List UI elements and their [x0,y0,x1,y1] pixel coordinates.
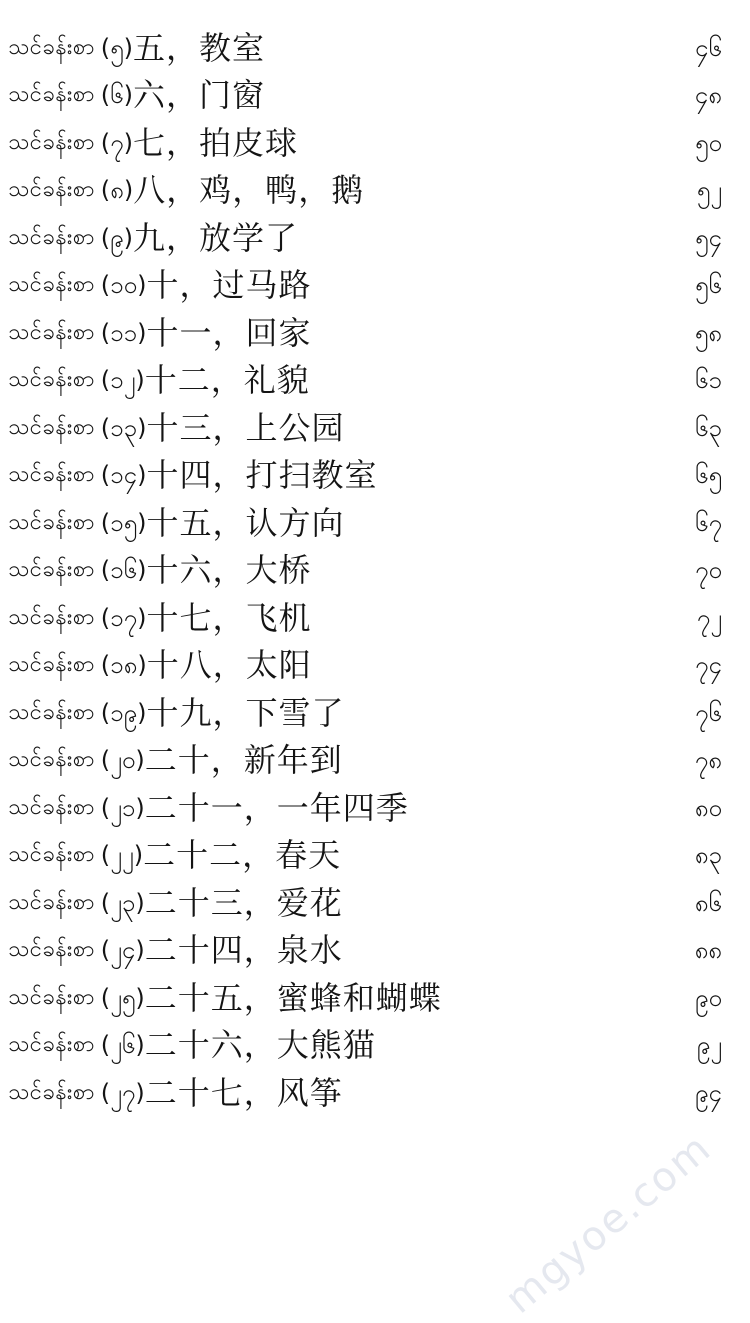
page-number: ၄၈ [694,81,722,110]
lesson-title: 十二，礼貌 [144,361,310,400]
lesson-label: သင်ခန်းစာ [8,1079,95,1105]
toc-row [0,262,750,310]
toc-row [0,1022,750,1070]
lesson-title: 二十五，蜜蜂和蝴蝶 [144,978,442,1017]
toc-row [0,309,750,357]
toc-row [0,214,750,262]
lesson-title: 二十三，爱花 [144,883,343,922]
lesson-label: သင်ခန်းစာ [8,747,95,773]
page-number: ၈၈ [694,936,722,965]
lesson-number: (၂၄) [100,936,145,965]
toc-row [0,452,750,500]
lesson-title: 十六，大桥 [146,551,312,590]
lesson-number: (၈) [100,176,134,205]
page-number: ၆၁ [695,366,722,395]
lesson-number: (၁၆) [100,556,147,585]
lesson-label: သင်ခန်းစာ [8,34,95,60]
lesson-title: 二十四，泉水 [144,931,343,970]
page-number: ၄၆ [695,33,722,62]
lesson-title: 二十，新年到 [144,741,343,780]
toc-row [0,1069,750,1117]
lesson-number: (၂၁) [100,793,145,822]
lesson-number: (၁၀) [100,271,147,300]
lesson-title: 十七，飞机 [146,598,312,637]
lesson-title: 二十二，春天 [143,836,342,875]
toc-row [0,24,750,72]
lesson-label: သင်ခန်းစာ [8,367,95,393]
page-number: ၇၆ [695,698,722,727]
lesson-label: သင်ခန်းစာ [8,889,95,915]
lesson-title: 十九，下雪了 [146,693,345,732]
lesson-title: 五，教室 [132,28,265,67]
lesson-label: သင်ခန်းစာ [8,272,95,298]
lesson-title: 十一，回家 [146,313,312,352]
page-number: ၈၆ [694,888,722,917]
lesson-label: သင်ခန်းစာ [8,509,95,535]
lesson-number: (၂၇) [100,1078,145,1107]
page-number: ၉၄ [695,1078,722,1107]
lesson-number: (၁၂) [100,366,145,395]
lesson-number: (၆) [100,81,133,110]
page-number: ၈၃ [694,841,722,870]
toc-row [0,879,750,927]
lesson-number: (၁၄) [100,461,147,490]
lesson-number: (၇) [100,128,133,157]
lesson-title: 十五，认方向 [146,503,345,542]
lesson-label: သင်ခန်းစာ [8,652,95,678]
lesson-number: (၁၅) [100,508,147,537]
toc-row [0,119,750,167]
page-number: ၅၂ [696,176,722,205]
toc-row [0,832,750,880]
lesson-label: သင်ခန်းစာ [8,937,95,963]
lesson-label: သင်ခန်းစာ [8,319,95,345]
watermark: mgyoe.com [496,1124,720,1323]
page-number: ၇၈ [694,746,722,775]
toc-row [0,594,750,642]
toc-row [0,499,750,547]
page-number: ၅၄ [695,223,722,252]
toc-row [0,737,750,785]
lesson-number: (၁၉) [100,698,147,727]
lesson-label: သင်ခန်းစာ [8,177,95,203]
lesson-title: 二十六，大熊猫 [144,1026,376,1065]
lesson-number: (၅) [100,33,133,62]
page-number: ၉၂ [696,1031,722,1060]
lesson-number: (၂၆) [100,1031,145,1060]
lesson-label: သင်ခန်းစာ [8,984,95,1010]
lesson-number: (၂၅) [100,983,145,1012]
toc-row [0,689,750,737]
lesson-title: 十三，上公园 [146,408,345,447]
lesson-number: (၁၇) [100,603,147,632]
lesson-label: သင်ခန်းစာ [8,1032,95,1058]
page-number: ၈၀ [694,793,722,822]
lesson-title: 十八，太阳 [146,646,312,685]
page-number: ၇၀ [695,556,722,585]
page-number: ၇၂ [696,603,722,632]
lesson-number: (၂၀) [100,746,145,775]
lesson-title: 九，放学了 [132,218,298,257]
lesson-title: 十四，打扫教室 [146,456,378,495]
lesson-number: (၁၃) [100,413,147,442]
lesson-label: သင်ခန်းစာ [8,557,95,583]
toc-row [0,642,750,690]
lesson-label: သင်ခန်းစာ [8,414,95,440]
lesson-title: 二十一，一年四季 [144,788,409,827]
toc-row [0,72,750,120]
page-number: ၆၇ [695,508,722,537]
lesson-label: သင်ခန်းစာ [8,604,95,630]
lesson-label: သင်ခန်းစာ [8,842,95,868]
lesson-title: 七，拍皮球 [132,123,298,162]
lesson-label: သင်ခန်းစာ [8,82,95,108]
lesson-title: 十，过马路 [146,266,312,305]
lesson-title: 二十七，风筝 [144,1073,343,1112]
toc-row [0,927,750,975]
toc-row [0,974,750,1022]
toc-row [0,167,750,215]
lesson-number: (၁၁) [100,318,147,347]
toc-row [0,404,750,452]
lesson-number: (၉) [100,223,133,252]
lesson-number: (၁၈) [100,651,147,680]
page-number: ၅၀ [695,128,722,157]
lesson-label: သင်ခန်းစာ [8,794,95,820]
lesson-label: သင်ခန်းစာ [8,699,95,725]
lesson-number: (၂၂) [100,841,144,870]
page-number: ၆၃ [695,413,722,442]
table-of-contents [0,24,750,1117]
page-number: ၉၀ [695,983,722,1012]
lesson-title: 八，鸡，鸭，鹅 [133,171,365,210]
page-number: ၅၆ [695,271,722,300]
lesson-label: သင်ခန်းစာ [8,129,95,155]
page-number: ၅၈ [694,318,722,347]
toc-row [0,547,750,595]
toc-row [0,357,750,405]
page-number: ၆၅ [695,461,722,490]
lesson-label: သင်ခန်းစာ [8,224,95,250]
lesson-number: (၂၃) [100,888,145,917]
page-number: ၇၄ [695,651,722,680]
toc-row [0,784,750,832]
lesson-title: 六，门窗 [132,76,265,115]
lesson-label: သင်ခန်းစာ [8,462,95,488]
